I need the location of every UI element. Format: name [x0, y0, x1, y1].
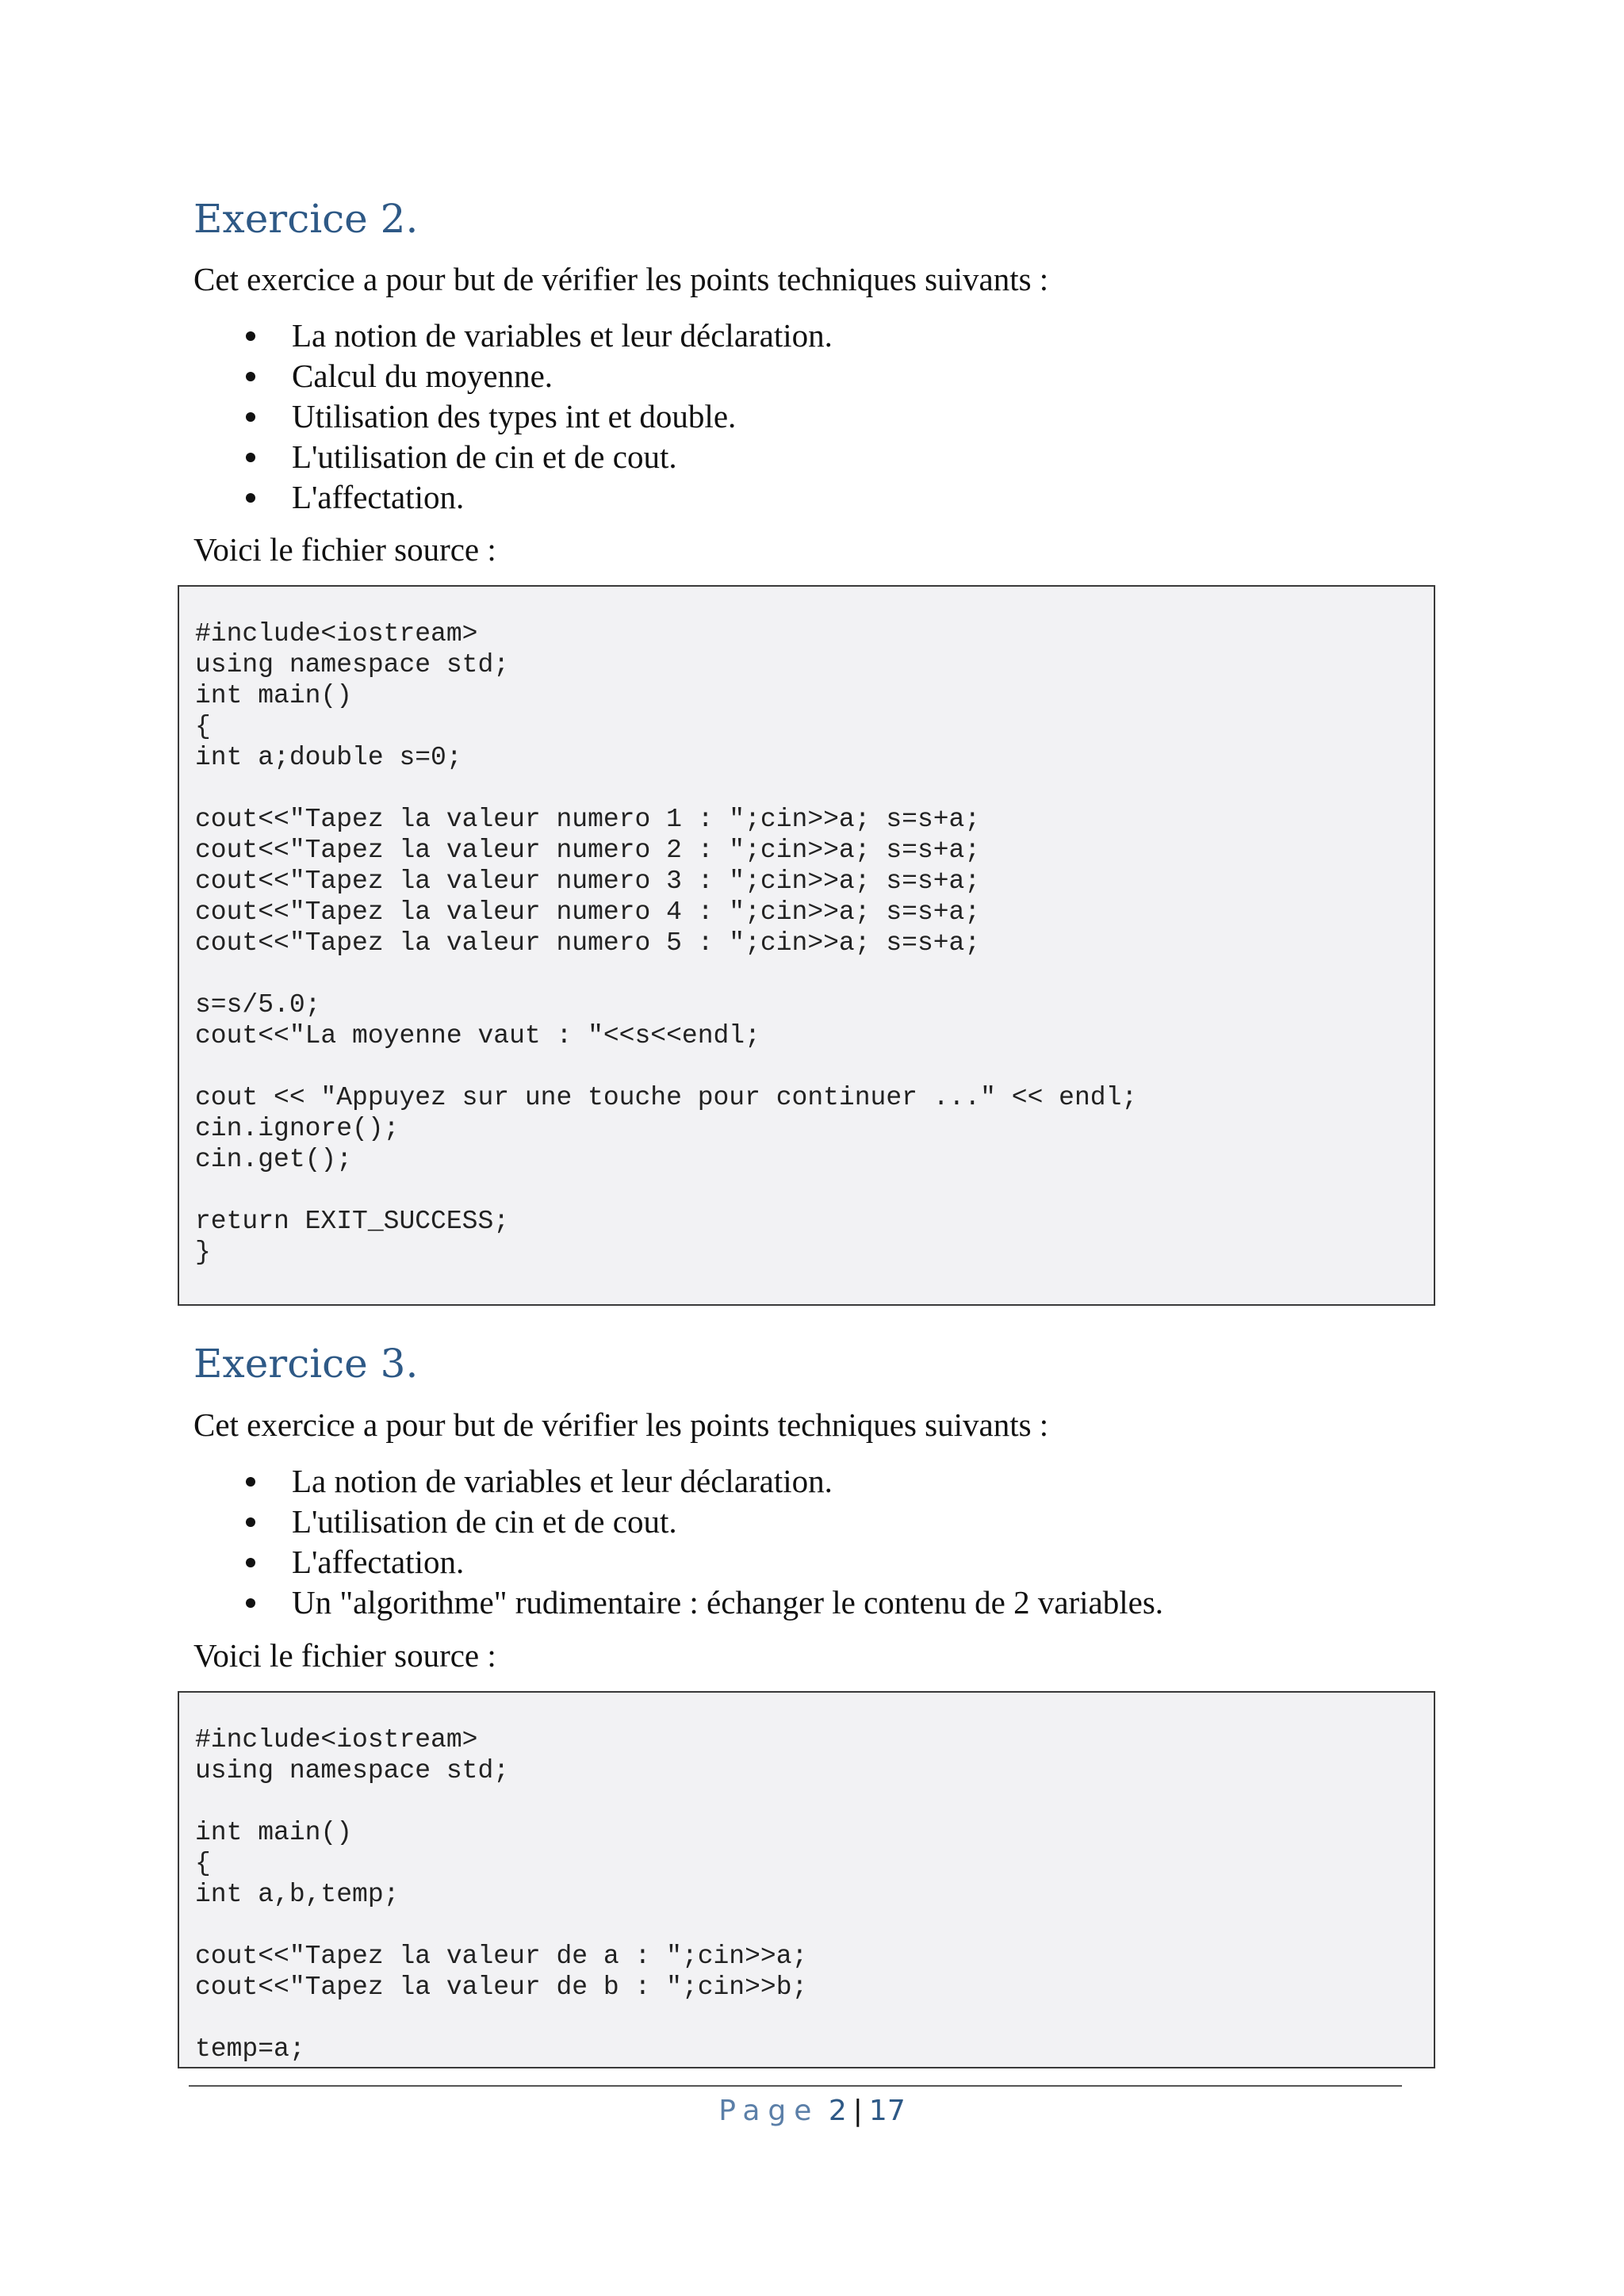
list-item: La notion de variables et leur déclaration.	[0, 1461, 1163, 1502]
exercise-2-title: Exercice 2.	[193, 196, 419, 242]
list-item: Un "algorithme" rudimentaire : échanger le contenu de 2 variables.	[0, 1582, 1163, 1623]
footer-separator: |	[852, 2095, 863, 2127]
exercise-2-intro: Cet exercice a pour but de vérifier les points techniques suivants :	[193, 261, 1049, 297]
bullet-icon	[246, 1517, 255, 1527]
bullet-icon	[246, 372, 255, 381]
exercise-2-source-label: Voici le fichier source :	[193, 531, 496, 568]
list-item: L'utilisation de cin et de cout.	[0, 437, 833, 477]
bullet-icon	[246, 453, 255, 462]
exercise-3-intro: Cet exercice a pour but de vérifier les points techniques suivants :	[193, 1406, 1049, 1443]
footer-current-page: 2	[828, 2095, 847, 2127]
exercise-3-code: #include<iostream> using namespace std; int main() { int a,b,temp; cout<<"Tapez la valeur de a : ";cin>>a; cout<<"Tapez la valeur de b : ";cin>>b; temp=a;	[195, 1725, 808, 2064]
footer-total-pages: 17	[868, 2095, 906, 2127]
bullet-icon	[246, 1477, 255, 1487]
list-item: Calcul du moyenne.	[0, 356, 833, 396]
list-item: L'utilisation de cin et de cout.	[0, 1502, 1163, 1542]
footer-divider	[189, 2085, 1402, 2087]
exercise-2-code-block	[178, 585, 1435, 1306]
exercise-3-title: Exercice 3.	[193, 1341, 419, 1387]
list-item: Utilisation des types int et double.	[0, 396, 833, 437]
bullet-icon	[246, 412, 255, 422]
exercise-3-bullet-list	[0, 1461, 1163, 1623]
exercise-2-code: #include<iostream> using namespace std; int main() { int a;double s=0; cout<<"Tapez la valeur numero 1 : ";cin>>a; s=s+a; cout<<"Tapez la valeur numero 2 : ";cin>>a; s=s+a; cout<<"Tapez la valeur numero 3 : ";cin>>a; s=s+a; cout<<"Tapez la valeur numero 4 : ";cin>>a; s=s+a; cout<<"Tapez la valeur numero 5 : ";cin>>a; s=s+a; s=s/5.0; cout<<"La moyenne vaut : "<<s<<endl; cout << "Appuyez sur une touche pour continuer ..." << endl; cin.ignore(); cin.get(); return EXIT_SUCCESS; }	[195, 619, 1138, 1267]
exercise-2-bullet-list	[0, 316, 833, 518]
bullet-icon	[246, 493, 255, 503]
exercise-3-code-block	[178, 1691, 1435, 2068]
bullet-icon	[246, 331, 255, 341]
list-item: L'affectation.	[0, 1542, 1163, 1582]
bullet-icon	[246, 1558, 255, 1567]
list-item: La notion de variables et leur déclaration.	[0, 316, 833, 356]
exercise-3-source-label: Voici le fichier source :	[193, 1637, 496, 1674]
footer-page-word: Page	[718, 2095, 820, 2127]
list-item: L'affectation.	[0, 477, 833, 518]
page-footer	[0, 2091, 1624, 2131]
bullet-icon	[246, 1598, 255, 1608]
